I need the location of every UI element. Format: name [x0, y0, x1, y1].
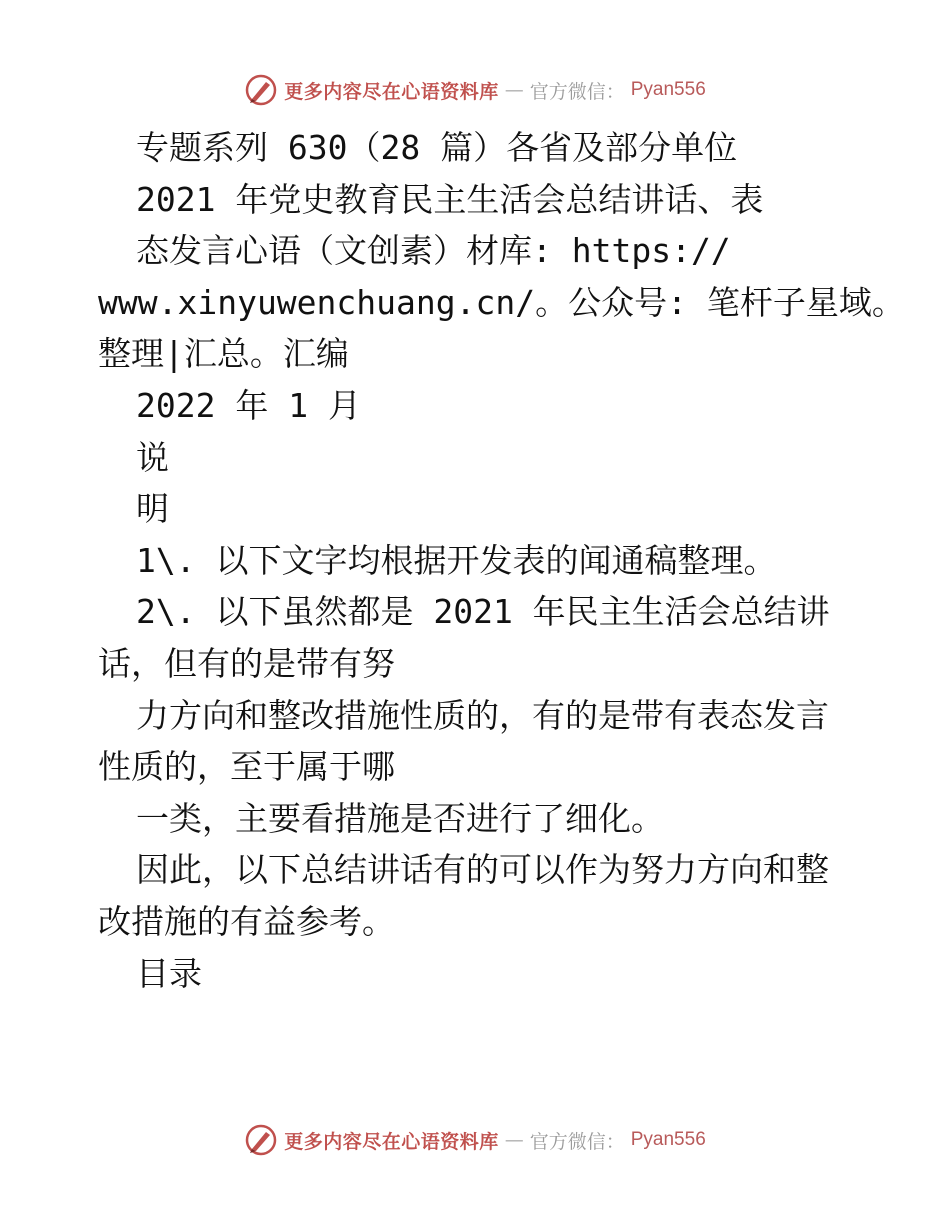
pen-logo-icon — [244, 1123, 278, 1157]
document-line: 1\. 以下文字均根据开发表的闻通稿整理。 — [136, 540, 777, 580]
document-line: www.xinyuwenchuang.cn/。公众号: 笔杆子星域。 — [98, 282, 905, 322]
header-banner — [0, 70, 950, 110]
document-line: 因此，以下总结讲话有的可以作为努力方向和整 — [136, 850, 829, 890]
document-line: 2021 年党史教育民主生活会总结讲话、表 — [136, 179, 764, 219]
footer-banner — [0, 1120, 950, 1160]
banner-official-label: 官方微信： — [529, 1130, 625, 1153]
banner-site-text: 更多内容尽在心语资料库 — [284, 1130, 499, 1153]
banner-official-label: 官方微信： — [529, 80, 625, 103]
document-line: 明 — [136, 489, 169, 529]
document-line: 一类，主要看措施是否进行了细化。 — [136, 798, 664, 838]
banner-wechat-id: Pyan556 — [630, 1129, 706, 1150]
header-banner-inner — [244, 73, 706, 107]
document-line: 整理|汇总。汇编 — [98, 334, 349, 374]
document-line: 话，但有的是带有努 — [98, 643, 395, 683]
document-line: 2022 年 1 月 — [136, 385, 361, 425]
banner-separator: — — [504, 1129, 524, 1151]
document-line: 目录 — [136, 953, 202, 993]
document-line: 改措施的有益参考。 — [98, 901, 395, 941]
document-body — [98, 122, 905, 999]
document-line: 力方向和整改措施性质的，有的是带有表态发言 — [136, 695, 829, 735]
document-line: 态发言心语（文创素）材库: https:// — [136, 231, 731, 271]
footer-banner-inner — [244, 1123, 706, 1157]
banner-site-text: 更多内容尽在心语资料库 — [284, 80, 499, 103]
banner-wechat-id: Pyan556 — [630, 79, 706, 100]
pen-logo-icon — [244, 73, 278, 107]
document-line: 专题系列 630（28 篇）各省及部分单位 — [136, 128, 738, 167]
document-line: 说 — [136, 437, 169, 477]
document-line: 2\. 以下虽然都是 2021 年民主生活会总结讲 — [136, 592, 830, 632]
document-line: 性质的，至于属于哪 — [98, 747, 395, 787]
banner-separator: — — [504, 79, 524, 101]
